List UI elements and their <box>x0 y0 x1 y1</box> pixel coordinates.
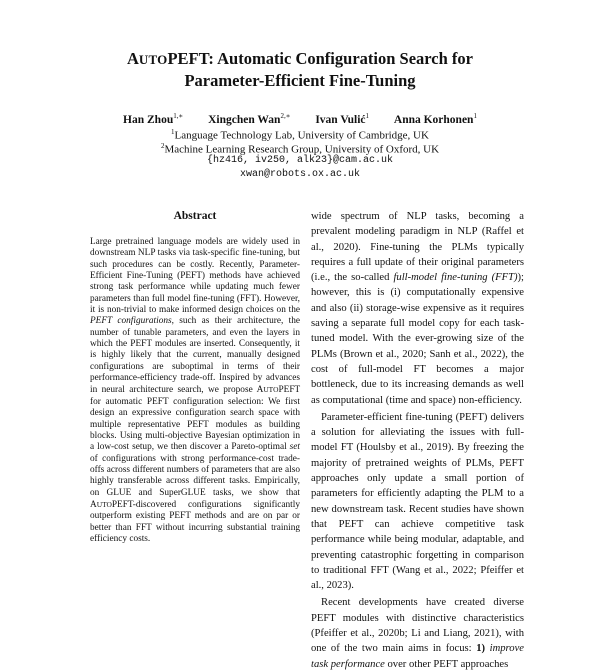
body-text: Recent developments have created diverse PEFT modules with distinctive characteristics (Pfeiffer et al., 2020b; Li and Liang, 2021), with one of the two main aims in focus: <box>311 597 524 655</box>
title-line-1-text: PEFT: Automatic Configuration Search for <box>167 49 473 68</box>
author-name: Ivan Vulić <box>315 113 366 126</box>
author-marks: 1 <box>365 112 370 120</box>
abstract-text: Large pretrained language models are widely used in downstream NLP tasks via task-specific fine-tuning, but such procedures can be costly. Recently, Parameter-Efficient Fine-Tuning (PEFT) methods have achieved strong task performance while updating much fewer parameters than full model fine-tuning (FFT). However, it is non-trivial to make informed design choices on the <box>90 237 300 316</box>
abstract-text: -discovered configurations significantly outperform existing PEFT methods and are on par or better than FFT without incurring substantial training efficiency costs. <box>90 499 300 544</box>
title-name-initial: A <box>126 49 139 68</box>
introduction-column <box>311 209 525 670</box>
method-name-rest: PEFT <box>111 499 133 510</box>
email-line-1: {hz416, iv250, alk23}@cam.ac.uk <box>206 155 394 166</box>
affiliation-text: Machine Learning Research Group, University of Oxford, UK <box>164 143 440 156</box>
title-line-1 <box>0 48 600 70</box>
affiliation-mark: 2 <box>160 142 165 150</box>
author-marks: 1,∗ <box>173 112 184 120</box>
intro-paragraph-3 <box>311 595 524 671</box>
abstract-body <box>90 237 300 600</box>
intro-paragraph-1 <box>311 209 524 408</box>
method-name-initial: A <box>90 499 97 510</box>
method-name-initial: A <box>256 385 264 396</box>
author-name: Anna Korhonen <box>393 113 474 126</box>
body-text: wide spectrum of NLP tasks, becoming a prevalent modeling paradigm in NLP (Raffel et al., 2020). Fine-tuning the PLMs typically requires a full update of their original parameters (i.e., the so-called <box>311 211 524 284</box>
title-name-smallcaps: UTO <box>138 52 168 67</box>
affiliation-mark: 1 <box>171 128 175 136</box>
body-text: over other PEFT approaches <box>384 658 509 670</box>
method-name-smallcaps: UTO <box>96 499 112 509</box>
body-bold: 1) <box>476 643 486 655</box>
body-emphasis: full-model fine-tuning (FFT) <box>393 272 518 284</box>
body-emphasis: improve task performance <box>311 643 524 670</box>
intro-paragraph-2: Parameter-efficient fine-tuning (PEFT) delivers a solution for alleviating the issues with full-model FT (Houlsby et al., 2019). By freezing the majority of pretrained weights of PLMs, PEFT approaches only update a small portion of parameters for efficiently adapting the PLM to a new downstream task. Recent studies have shown that PEFT can achieve competitive task performance while being modular, adaptable, and preventing catastrophic forgetting in comparison to traditional FFT (Wang et al., 2022; Pfeiffer et al., 2023). <box>311 411 524 592</box>
author-name: Han Zhou <box>123 113 174 126</box>
method-name-rest: PEFT <box>278 385 300 396</box>
abstract-text: of configurations with strong performance-cost trade-offs across different numbers of parameters that are also highly transferable across different tasks. Empirically, on GLUE and SuperGLUE tasks, we show that <box>90 453 300 498</box>
abstract-emphasis: PEFT configurations <box>90 316 172 327</box>
abstract-emphasis: set <box>289 442 300 453</box>
author-marks: 2,∗ <box>280 112 291 120</box>
body-text: ); however, this is (i) computationally expensive and also (ii) storage-wise expensive as it requires saving a separate full model copy for each task-tuned model. With the ever-growing size of the PLMs (Brown et al., 2020; Sanh et al., 2022), the cost of full-model FT becomes a major bottleneck, due to its increasing demands as well as computational (time and space) non-efficiency. <box>311 272 525 406</box>
abstract-text: for automatic PEFT configuration selection: We first design an expressive configuration search space with multiple representative PEFT modules as building blocks. Using multi-objective Bayesian optimization in a low-cost setup, we then discover a Pareto-optimal <box>90 396 300 453</box>
author-name: Xingchen Wan <box>208 113 281 126</box>
abstract-text: , such as their architecture, the number of tunable parameters, and even the layers in which the PEFT modules are inserted. Consequently, it is highly likely that the current, manually designed configurations are suboptimal in terms of their performance-efficiency trade-off. Inspired by advances in neural architecture search, we propose <box>90 316 300 396</box>
author-list <box>0 112 600 126</box>
author-marks: 1 <box>473 112 477 120</box>
paper-title <box>0 48 600 91</box>
affiliation-text: Language Technology Lab, University of Cambridge, UK <box>174 129 429 142</box>
method-name-smallcaps: UTO <box>263 385 279 395</box>
title-line-2: Parameter-Efficient Fine-Tuning <box>184 71 416 90</box>
email-line-2: xwan@robots.ox.ac.uk <box>239 169 361 180</box>
abstract-heading: Abstract <box>173 210 217 222</box>
